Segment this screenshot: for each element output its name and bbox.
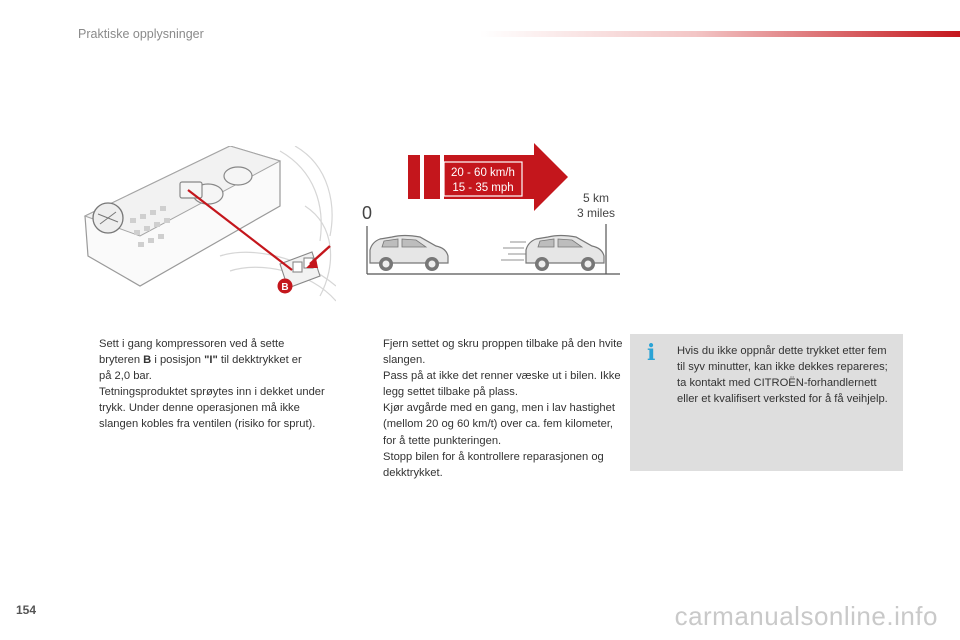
- callout-b-label: B: [281, 282, 289, 293]
- speed-distance-illustration: [358, 142, 622, 280]
- header-title: Praktiske opplysninger: [78, 27, 204, 41]
- list-item: [78, 336, 336, 433]
- header-accent-bar: [480, 31, 960, 37]
- speed-mph-label: 15 - 35 mph: [452, 182, 514, 194]
- switch-label: B: [143, 354, 152, 367]
- car-icon: [526, 236, 604, 272]
- middle-text-column: [362, 336, 624, 481]
- instruction-text: Pass på at ikke det renner væske ut i bilen. Ikke legg settet tilbake på plass.: [383, 370, 621, 399]
- page-number: 154: [16, 603, 37, 617]
- position-label: "I": [204, 354, 218, 367]
- instruction-text: Kjør avgårde med en gang, men i lav hastighet (mellom 20 og 60 km/t) over ca. fem kilometer, for å tette punkteringen.: [383, 402, 615, 447]
- compressor-illustration: [80, 146, 336, 306]
- start-label: 0: [362, 203, 373, 223]
- instruction-text: Fjern settet og skru proppen tilbake på den hvite slangen.: [383, 338, 623, 367]
- distance-km-label: 5 km: [582, 191, 610, 205]
- instruction-text: til dekktrykket er: [217, 354, 302, 367]
- instruction-text: i posisjon: [151, 354, 205, 367]
- info-icon: i: [647, 340, 656, 366]
- instruction-paragraph: Tetningsproduktet sprøytes inn i dekket under trykk. Under denne operasjonen må ikke slangen kobles fra ventilen (risiko for sprut).: [99, 386, 325, 431]
- list-item: [362, 449, 624, 481]
- car-icon: [370, 236, 448, 272]
- info-text: Hvis du ikke oppnår dette trykket etter fem til syv minutter, kan ikke dekkes repareres; ta kontakt med CITROËN-forhandlernett eller et kvalifisert verksted for å få veihjelp.: [677, 345, 888, 406]
- distance-miles-label: 3 miles: [576, 206, 616, 220]
- instruction-line: på 2,0 bar.: [99, 370, 152, 383]
- instruction-text: Stopp bilen for å kontrollere reparasjonen og dekktrykket.: [383, 450, 604, 479]
- list-item: [362, 336, 624, 400]
- speed-kmh-label: 20 - 60 km/h: [451, 167, 515, 179]
- instruction-text: bryteren: [99, 354, 144, 367]
- watermark: carmanualsonline.info: [674, 601, 938, 631]
- instruction-line: Sett i gang kompressoren ved å sette: [99, 338, 285, 350]
- info-box: [630, 334, 903, 471]
- left-text-column: [78, 336, 336, 433]
- list-item: [362, 400, 624, 448]
